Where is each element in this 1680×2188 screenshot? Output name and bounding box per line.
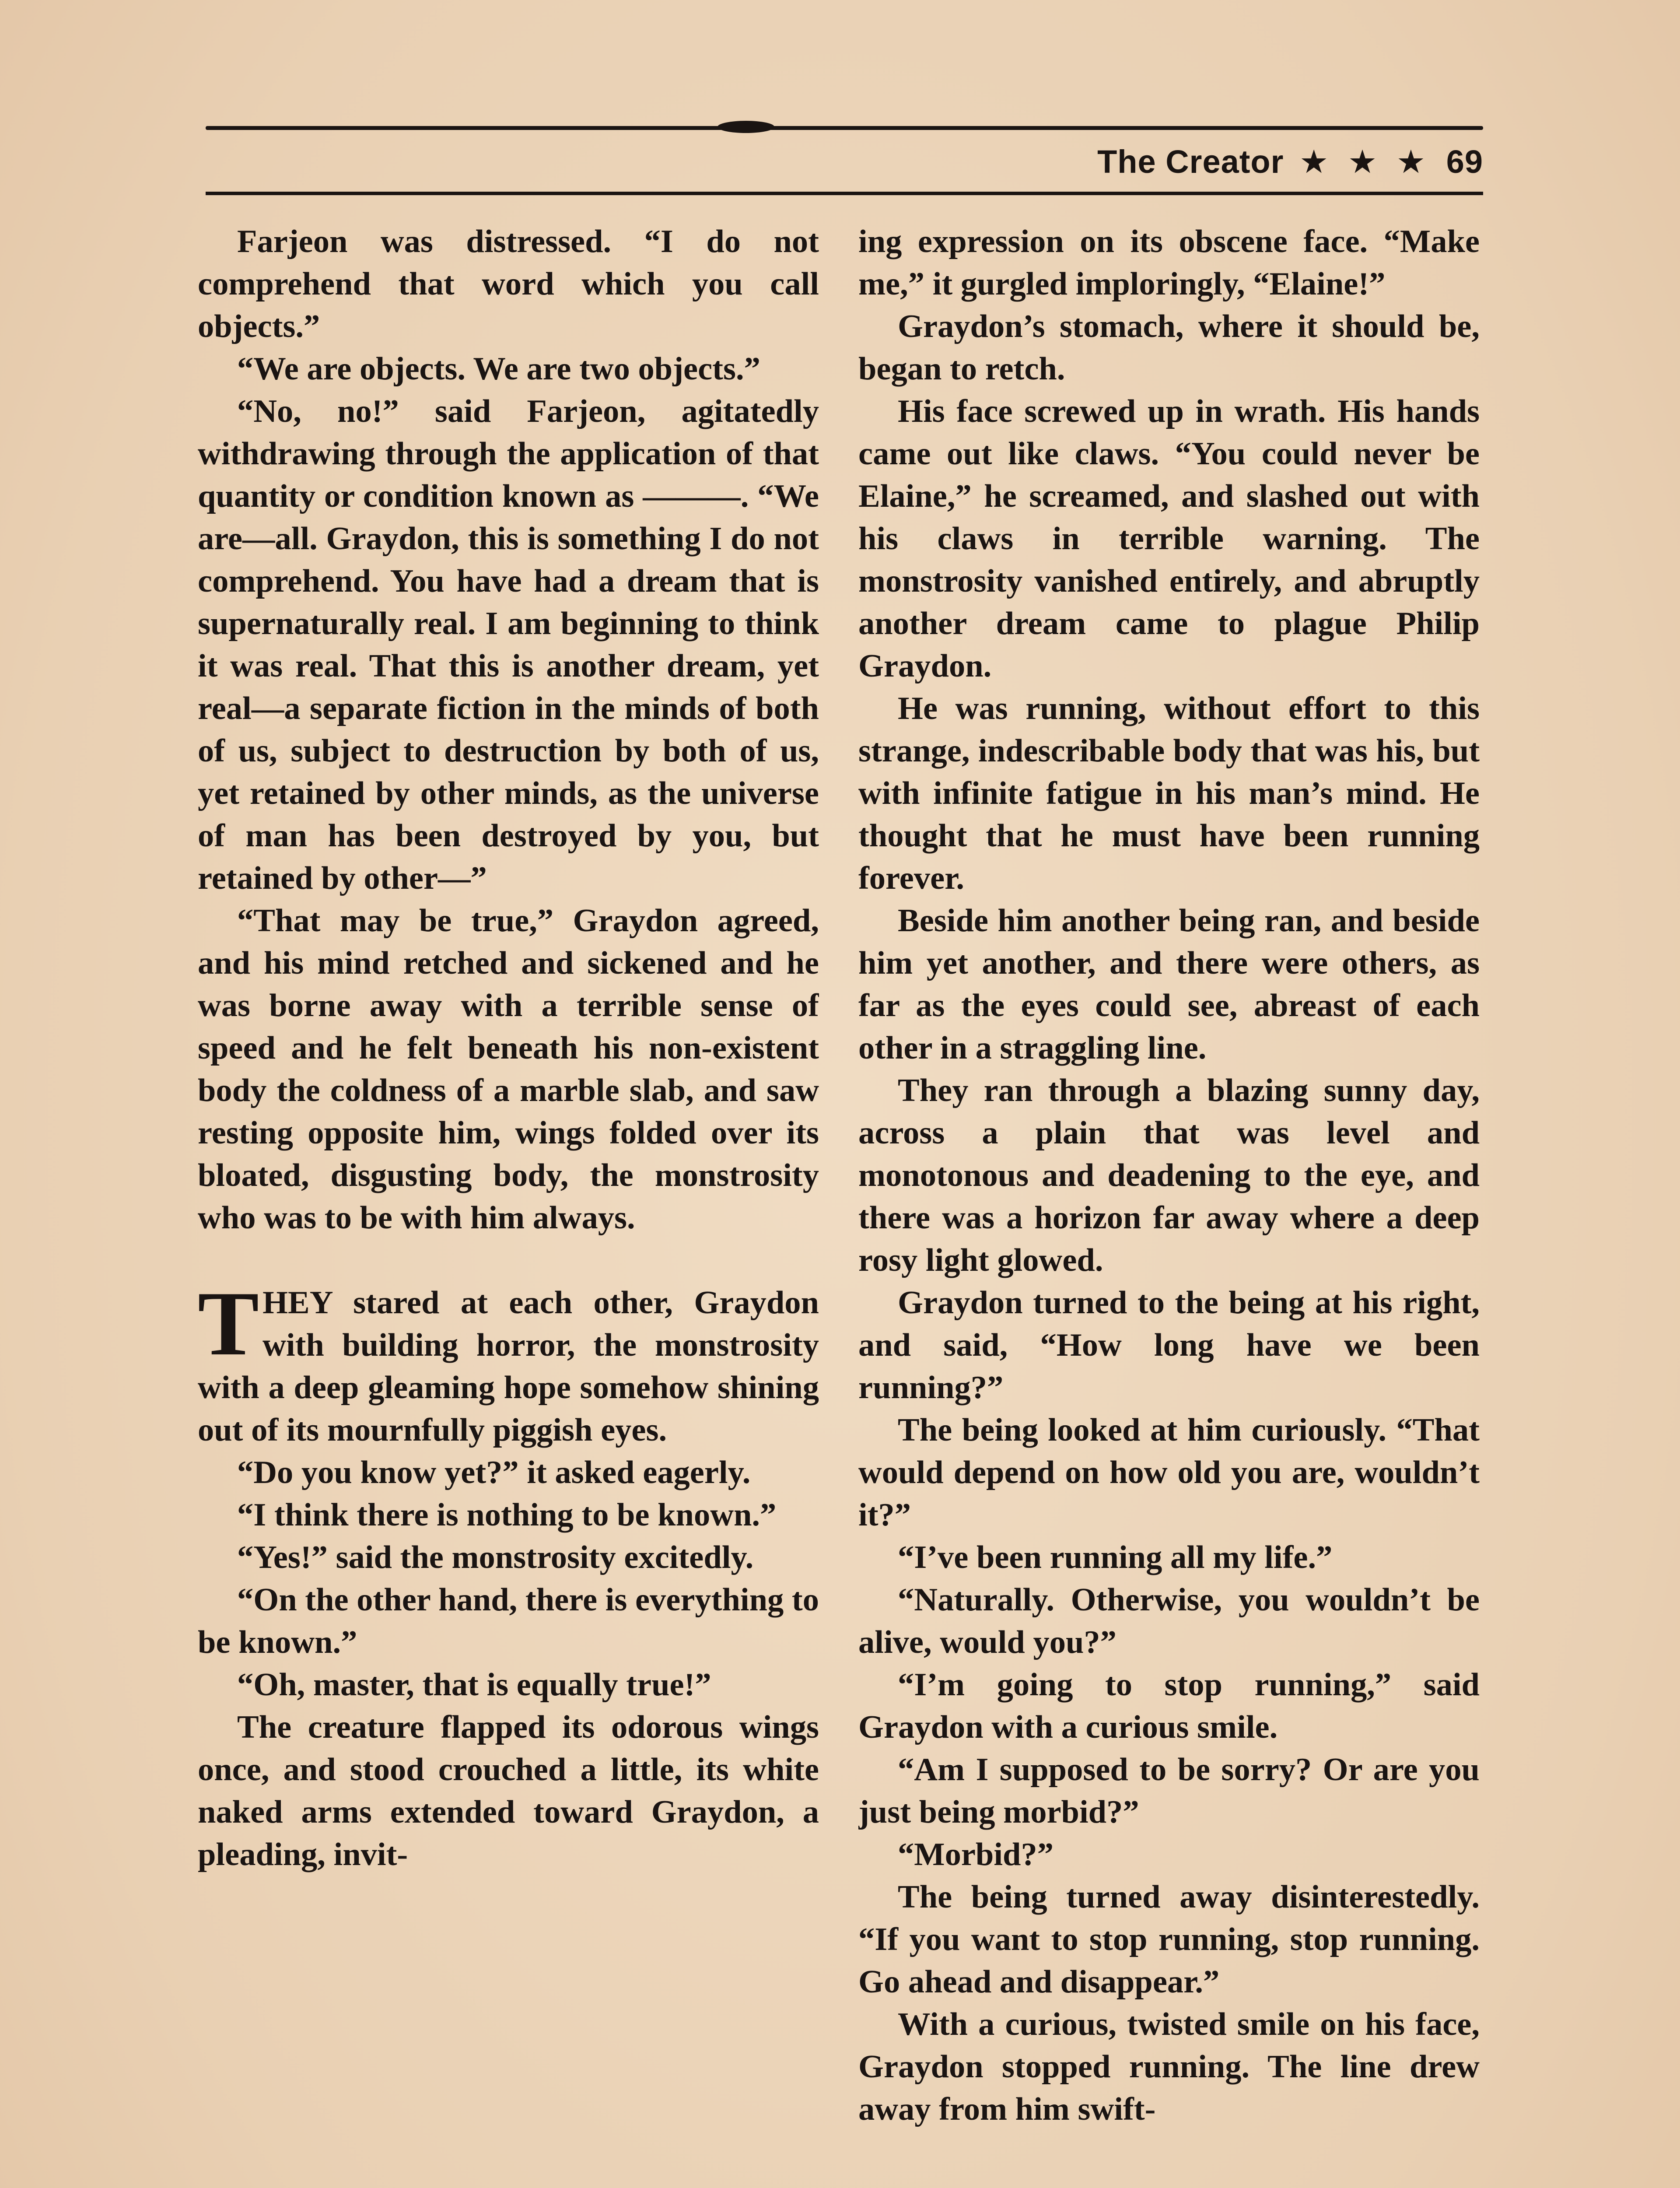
paragraph: “I think there is nothing to be known.”	[237, 1497, 777, 1533]
paragraph: “I’ve been running all my life.”	[898, 1539, 1333, 1575]
paragraph: The being looked at him curiously. “That would depend on how old you are, wouldn’t it?”	[858, 1412, 1480, 1533]
left-column	[198, 221, 819, 2188]
paragraph: “No, no!” said Farjeon, agitatedly withdrawing through the application of that quantity or condition known as ———. “We are—all. Graydon, this is something I do not comprehend. You have had a dream that is supernaturally real. I am beginning to think it was real. That this is another dream, yet real—a separate fiction in the minds of both of us, subject to destruction by both of us, yet retained by other minds, as the universe of man has been destroyed by you, but retained by other—”	[198, 393, 819, 896]
paragraph: “We are objects. We are two objects.”	[237, 351, 760, 387]
star-icons: ★ ★ ★	[1299, 144, 1431, 180]
running-head-title: The Creator	[1097, 144, 1284, 180]
paragraph: “Yes!” said the monstrosity excitedly.	[237, 1539, 754, 1575]
paragraph: “Naturally. Otherwise, you wouldn’t be alive, would you?”	[858, 1582, 1480, 1660]
paragraph: Beside him another being ran, and beside him yet another, and there were others, as far as the eyes could see, abreast of each other in a straggling line.	[858, 903, 1480, 1066]
header-rule-ornament	[718, 121, 774, 133]
paragraph: “Am I supposed to be sorry? Or are you just being morbid?”	[858, 1752, 1480, 1830]
page-number: 69	[1446, 144, 1483, 180]
paragraph: Farjeon was distressed. “I do not comprehend that word which you call objects.”	[198, 224, 819, 344]
paragraph: “I’m going to stop running,” said Graydon with a curious smile.	[858, 1667, 1480, 1745]
right-column	[858, 221, 1480, 2188]
paragraph: “Morbid?”	[898, 1837, 1054, 1872]
paragraph: “On the other hand, there is everything to be known.”	[198, 1582, 819, 1660]
continued-paragraph: ing expression on its obscene face. “Make me,” it gurgled imploringly, “Elaine!”	[858, 224, 1480, 302]
header-rule-top	[206, 126, 1483, 130]
header-rule-bottom	[206, 192, 1483, 195]
paragraph: He was running, without effort to this strange, indescribable body that was his, but with infinite fatigue in his man’s mind. He thought that he must have been running forever.	[858, 691, 1480, 896]
paragraph: “That may be true,” Graydon agreed, and his mind retched and sickened and he was borne away with a terrible sense of speed and he felt beneath his non-existent body the coldness of a marble slab, and saw resting opposite him, wings folded over its bloated, disgusting body, the monstrosity who was to be with him always.	[198, 903, 819, 1236]
paragraph: Graydon turned to the being at his right, and said, “How long have we been running?”	[858, 1285, 1480, 1406]
paragraph: With a curious, twisted smile on his face, Graydon stopped running. The line drew away from him swift-	[858, 2006, 1480, 2127]
paragraph: The creature flapped its odorous wings once, and stood crouched a little, its white naked arms extended toward Graydon, a pleading, invit-	[198, 1709, 819, 1872]
paragraph: The being turned away disinterestedly. “If you want to stop running, stop running. Go ahead and disappear.”	[858, 1879, 1480, 2000]
section-opening-text: HEY stared at each other, Graydon with building horror, the monstrosity with a deep gleaming hope somehow shining out of its mournfully piggish eyes.	[198, 1285, 819, 1448]
paragraph: They ran through a blazing sunny day, across a plain that was level and monotonous and deadening to the eye, and there was a horizon far away where a deep rosy light glowed.	[858, 1073, 1480, 1278]
paragraph: “Oh, master, that is equally true!”	[237, 1667, 711, 1703]
drop-cap: T	[198, 1273, 259, 1375]
running-head	[1097, 140, 1483, 184]
paragraph: Graydon’s stomach, where it should be, began to retch.	[858, 309, 1480, 387]
section-opening-paragraph	[198, 1273, 819, 1452]
paragraph: His face screwed up in wrath. His hands came out like claws. “You could never be Elaine,” he screamed, and slashed out with his claws in terrible warning. The monstrosity vanished entirely, and abruptly another dream came to plague Philip Graydon.	[858, 393, 1480, 684]
paragraph: “Do you know yet?” it asked eagerly.	[237, 1455, 751, 1490]
